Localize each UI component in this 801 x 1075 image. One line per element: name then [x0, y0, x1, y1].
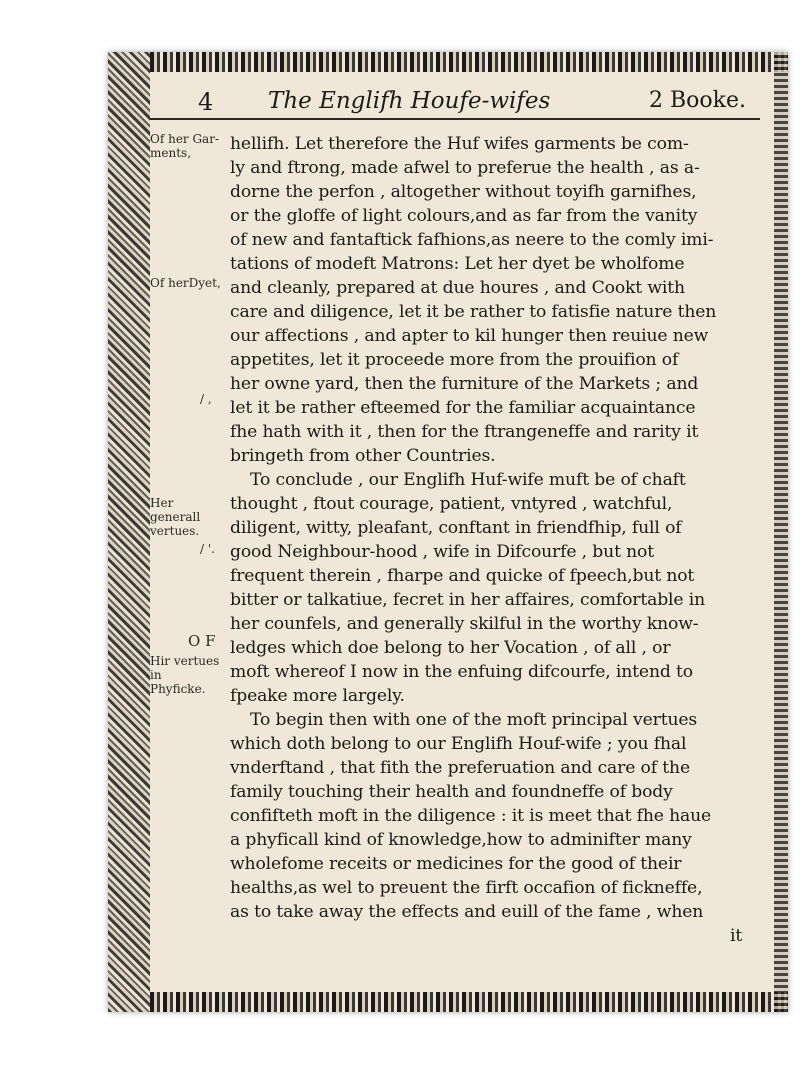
text-line: good Neighbour-hood , wife in Difcourfe , but not — [230, 542, 655, 562]
text-line: family touching their health and foundneffe of body — [230, 782, 673, 802]
text-line: and cleanly, prepared at due houres , and Cookt with — [230, 278, 685, 298]
text-line: ledges which doe belong to her Vocation , of all , or — [230, 638, 671, 658]
decorative-bottom-border — [150, 992, 788, 1012]
text-line: bringeth from other Countries. — [230, 446, 496, 466]
text-line: healths,as wel to preuent the firft occafion of fickneffe, — [230, 878, 703, 898]
margin-note-physicke: Hir vertues in Phyficke. — [150, 654, 220, 696]
text-line: of new and fantaftick fafhions,as neere to the comly imi- — [230, 230, 714, 250]
text-line: which doth belong to our Englifh Houf-wife ; you fhal — [230, 734, 687, 754]
catchword: it — [730, 926, 743, 946]
decorative-left-border — [108, 52, 150, 1012]
text-line: appetites, let it proceede more from the prouifion of — [230, 350, 679, 370]
text-line: thought , ftout courage, patient, vntyred , watchful, — [230, 494, 673, 514]
text-line: hellifh. Let therefore the Huf wifes garments be com- — [230, 134, 689, 154]
text-line: diligent, witty, pleafant, conftant in friendfhip, full of — [230, 518, 682, 538]
text-line: confifteth moft in the diligence : it is meet that fhe haue — [230, 806, 712, 826]
text-line: tations of modeft Matrons: Let her dyet be wholfome — [230, 254, 685, 274]
text-line: our affections , and apter to kil hunger then reuiue new — [230, 326, 709, 346]
text-line: wholefome receits or medicines for the good of their — [230, 854, 682, 874]
text-line: a phyficall kind of knowledge,how to adminifter many — [230, 830, 692, 850]
text-line: To begin then with one of the moft principal vertues — [250, 710, 698, 730]
text-line: To conclude , our Englifh Huf-wife muft be of chaft — [250, 470, 686, 490]
text-line: her counfels, and generally skilful in the worthy know- — [230, 614, 699, 634]
margin-note-general-vertues: Her generall vertues. — [150, 496, 201, 538]
text-line: bitter or talkatiue, fecret in her affaires, comfortable in — [230, 590, 705, 610]
text-line: dorne the perfon , altogether without toyifh garnifhes, — [230, 182, 697, 202]
text-line: frequent therein , fharpe and quicke of fpeech,but not — [230, 566, 695, 586]
text-line: moft whereof I now in the enfuing difcourfe, intend to — [230, 662, 693, 682]
decorative-right-border — [774, 52, 788, 1012]
text-line: care and diligence, let it be rather to fatisfie nature then — [230, 302, 717, 322]
margin-note-mark-2: / '. — [200, 542, 215, 556]
text-line: fhe hath with it , then for the ftrangeneffe and rarity it — [230, 422, 699, 442]
text-line: her owne yard, then the furniture of the Markets ; and — [230, 374, 699, 394]
text-line: fpeake more largely. — [230, 686, 405, 706]
header-rule — [150, 118, 760, 120]
margin-note-of: O F — [188, 632, 216, 650]
margin-note-dyet: Of herDyet, — [150, 276, 221, 290]
book-label: 2 Booke. — [649, 88, 746, 113]
decorative-top-border — [150, 52, 788, 72]
running-title: The Englifh Houfe-wifes — [268, 88, 551, 114]
page-number: 4 — [198, 88, 214, 116]
text-line: ly and ftrong, made afwel to preferue the health , as a- — [230, 158, 700, 178]
text-line: or the gloffe of light colours,and as far from the vanity — [230, 206, 698, 226]
page-header — [150, 88, 760, 118]
margin-note-garments: Of her Gar- ments, — [150, 132, 220, 160]
margin-note-mark: / , — [200, 392, 212, 406]
text-line: as to take away the effects and euill of the fame , when — [230, 902, 704, 922]
body-text — [230, 126, 768, 986]
text-line: let it be rather efteemed for the familiar acquaintance — [230, 398, 696, 418]
text-line: vnderftand , that fith the preferuation and care of the — [230, 758, 690, 778]
